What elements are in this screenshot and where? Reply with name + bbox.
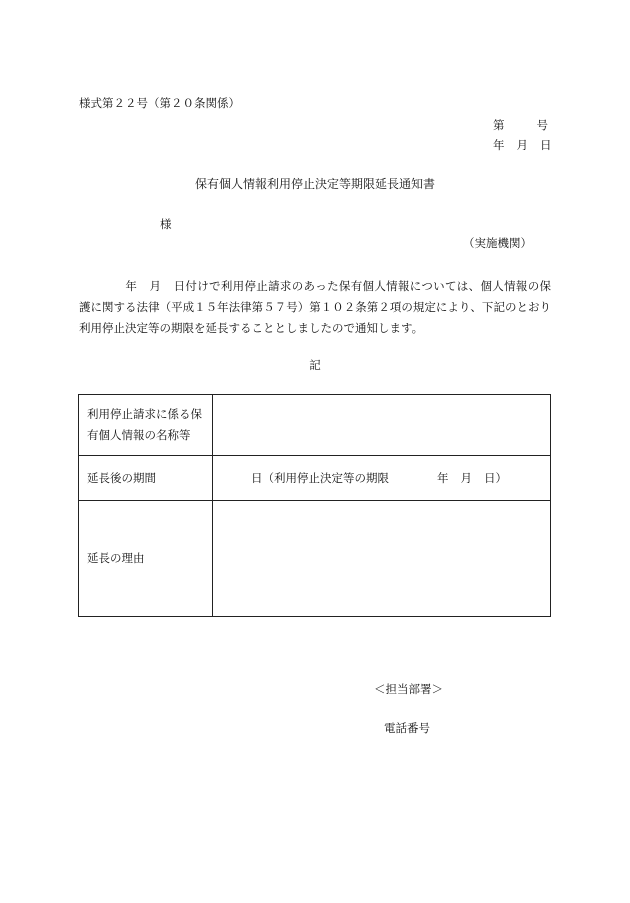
phone-number-label: 電話番号: [384, 721, 430, 735]
table-row: [79, 395, 551, 456]
date-day: 日: [540, 138, 552, 152]
date-month: 月: [516, 138, 528, 152]
document-title: 保有個人情報利用停止決定等期限延長通知書: [194, 177, 435, 191]
body-main-text: 日付けで利用停止請求のあった保有個人情報については、個人情報の保護に関する法律（平成１５年法律第５７号）第１０２条第２項の規定により、下記のとおり利用停止決定等の期限を延長することとしましたので通知します。: [79, 279, 552, 335]
extended-year: 年: [437, 470, 449, 485]
extended-day-end: 日）: [484, 470, 507, 485]
detail-table: [78, 394, 551, 617]
row-label-extended-period: 延長後の期間: [79, 456, 213, 501]
ki-heading: 記: [309, 358, 321, 372]
document-number-prefix: 第: [493, 118, 505, 132]
table-row: [79, 501, 551, 617]
extended-day-text: 日（利用停止決定等の期限: [251, 470, 389, 485]
document-number-suffix: 号: [536, 118, 548, 132]
row-label-reason: 延長の理由: [79, 501, 213, 617]
issuer: （実施機関）: [463, 236, 532, 250]
row-value-reason: [213, 501, 551, 617]
form-number: 様式第２２号（第２０条関係）: [79, 96, 240, 110]
department-label: ＜担当部署＞: [374, 682, 443, 696]
document-number: [493, 120, 548, 132]
addressee: 様: [160, 217, 172, 231]
row-value-extended-period: [213, 456, 551, 501]
date-year: 年: [493, 138, 505, 152]
body-year: 年: [125, 279, 138, 293]
body-text: [79, 276, 551, 339]
body-month: 月: [149, 279, 162, 293]
document-date: [493, 140, 552, 152]
extended-month: 月: [460, 470, 472, 485]
row-value-info-name: [213, 395, 551, 456]
table-row: [79, 456, 551, 501]
row-label-info-name: 利用停止請求に係る保有個人情報の名称等: [79, 395, 213, 456]
